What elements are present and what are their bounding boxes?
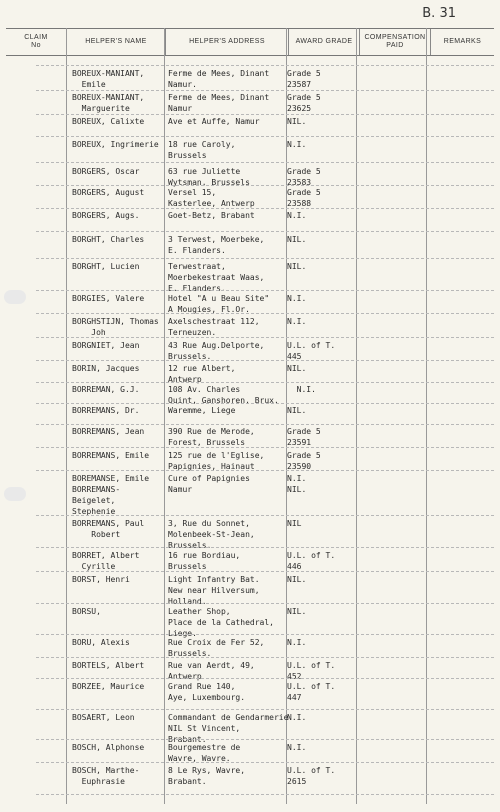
helper-address: Rue van Aerdt, 49, Antwerp <box>168 661 255 681</box>
row-divider <box>36 382 494 383</box>
row-divider <box>36 470 494 471</box>
award-grade: NIL. <box>287 485 307 494</box>
award-grade: U.L. of T. 2615 <box>287 766 336 786</box>
helper-address: 63 rue Juliette Wytsman, Brussels <box>168 167 250 187</box>
helper-name: BORGNIET, Jean <box>72 341 140 350</box>
helper-name: BOREUX, Ingrimerie <box>72 140 159 149</box>
helper-address: 16 rue Bordiau, Brussels <box>168 551 241 571</box>
helper-name: BORREMANS, Emile <box>72 451 150 460</box>
award-grade: NIL <box>287 519 302 528</box>
header-helpers-address: HELPER'S ADDRESS <box>165 29 288 55</box>
award-grade: N.I. <box>287 317 307 326</box>
row-divider <box>36 424 494 425</box>
header-helpers-name: HELPER'S NAME <box>66 29 165 55</box>
document-code: B. 31 <box>422 6 456 21</box>
award-grade: N.I. <box>287 743 307 752</box>
helper-address: Hotel "A u Beau Site" A Mougies, Fl.Or. <box>168 294 270 314</box>
award-grade: Grade 5 23587 <box>287 69 321 89</box>
helper-address: 125 rue de l'Eglise, Papignies, Hainaut <box>168 451 265 471</box>
row-divider <box>36 208 494 209</box>
row-divider <box>36 515 494 516</box>
header-claim-no: CLAIM No <box>24 34 48 49</box>
helper-name: BOSCH, Marthe- Euphrasie <box>72 766 140 786</box>
award-grade: U.L. of T. 446 <box>287 551 336 571</box>
helper-name: BORGIES, Valere <box>72 294 145 303</box>
award-grade: N.I. <box>287 211 307 220</box>
helper-name: BORREMANS, Jean <box>72 427 145 436</box>
helper-name: BOREMANSE, Emile <box>72 474 150 483</box>
row-divider <box>36 547 494 548</box>
award-grade: NIL. <box>287 235 307 244</box>
helper-address: 3, Rue du Sonnet, Molenbeek-St-Jean, Brussels. <box>168 519 255 550</box>
award-grade: N.I. <box>287 294 307 303</box>
row-divider <box>36 231 494 232</box>
helper-address: Light Infantry Bat. New near Hilversum, Holland. <box>168 575 260 606</box>
helper-address: 12 rue Albert, Antwerp <box>168 364 236 384</box>
helper-name: BORRET, Albert Cyrille <box>72 551 140 571</box>
row-divider <box>36 657 494 658</box>
helper-name: BORGERS, Augs. <box>72 211 140 220</box>
award-grade: NIL. <box>287 607 307 616</box>
helper-name: BORGERS, August <box>72 188 145 197</box>
award-grade: N.I. <box>287 474 307 483</box>
award-grade: Grade 5 23588 <box>287 188 321 208</box>
helper-address: Goet-Betz, Brabant <box>168 211 255 220</box>
helper-name: BORGHT, Charles <box>72 235 145 244</box>
row-divider <box>36 114 494 115</box>
award-grade: N.I. <box>287 385 316 394</box>
table-header <box>6 28 494 56</box>
award-grade: NIL. <box>287 117 307 126</box>
award-grade: NIL. <box>287 364 307 373</box>
helper-address: Ave et Auffe, Namur <box>168 117 260 126</box>
helper-name: BORREMANS, Dr. <box>72 406 140 415</box>
helper-name: BORTELS, Albert <box>72 661 145 670</box>
award-grade: NIL. <box>287 262 307 271</box>
helper-address: Versel 15, Kasterlee, Antwerp <box>168 188 255 208</box>
helper-address: 3 Terwest, Moerbeke, E. Flanders. <box>168 235 265 255</box>
helper-name: BOREUX-MANIANT, Marguerite <box>72 93 145 113</box>
award-grade: N.I. <box>287 713 307 722</box>
row-divider <box>36 762 494 763</box>
award-grade: N.I. <box>287 140 307 149</box>
row-divider <box>36 360 494 361</box>
row-divider <box>36 90 494 91</box>
helper-name: BORSU, <box>72 607 101 616</box>
helper-name: BORREMAN, G.J. <box>72 385 140 394</box>
row-divider <box>36 447 494 448</box>
helper-address: 108 Av. Charles Quint, Ganshoren, Brux. <box>168 385 279 405</box>
row-divider <box>36 709 494 710</box>
helper-name: BORST, Henri <box>72 575 130 584</box>
helper-address: Leather Shop, Place de la Cathedral, Liege. <box>168 607 274 638</box>
header-compensation-paid: COMPENSATION PAID <box>359 29 430 55</box>
helper-address: Cure of Papignies <box>168 474 250 483</box>
helper-address: Commandant de Gendarmerie NIL St Vincent, Brabant. <box>168 713 289 744</box>
row-divider <box>36 603 494 604</box>
helper-address: Waremme, Liege <box>168 406 236 415</box>
header-award-grade: AWARD GRADE <box>288 29 359 55</box>
row-divider <box>36 678 494 679</box>
row-divider <box>36 403 494 404</box>
award-grade: Grade 5 23583 <box>287 167 321 187</box>
award-grade: Grade 5 23591 <box>287 427 321 447</box>
helper-address: 390 Rue de Merode, Forest, Brussels <box>168 427 255 447</box>
row-divider <box>36 794 494 795</box>
row-divider <box>36 571 494 572</box>
row-divider <box>36 185 494 186</box>
helper-address: Grand Rue 140, Aye, Luxembourg. <box>168 682 246 702</box>
row-divider <box>36 136 494 137</box>
row-divider <box>36 739 494 740</box>
table-body <box>0 54 500 812</box>
helper-address: 18 rue Caroly, Brussels <box>168 140 236 160</box>
award-grade: NIL. <box>287 575 307 584</box>
helper-name: BORGHSTIJN, Thomas Joh <box>72 317 159 337</box>
helper-name: BORU, Alexis <box>72 638 130 647</box>
award-grade: U.L. of T. 445 <box>287 341 336 361</box>
helper-name: BORREMANS- Beigelet, Stephenie <box>72 485 121 516</box>
award-grade: N.I. <box>287 638 307 647</box>
helper-address: Ferme de Mees, Dinant Namur <box>168 93 270 113</box>
helper-name: BORREMANS, Paul Robert <box>72 519 145 539</box>
row-divider <box>36 634 494 635</box>
row-divider <box>36 258 494 259</box>
row-divider <box>36 162 494 163</box>
helper-address: Ferme de Mees, Dinant Namur. <box>168 69 270 89</box>
helper-address: Terwestraat, Moerbekestraat Waas, E. Flanders. <box>168 262 265 293</box>
helper-name: BORGERS, Oscar <box>72 167 140 176</box>
award-grade: Grade 5 23590 <box>287 451 321 471</box>
helper-name: BORGHT, Lucien <box>72 262 140 271</box>
helper-name: BORIN, Jacques <box>72 364 140 373</box>
row-divider <box>36 290 494 291</box>
helper-address: 43 Rue Aug.Delporte, Brussels. <box>168 341 265 361</box>
award-grade: U.L. of T. 447 <box>287 682 336 702</box>
helper-name: BOSCH, Alphonse <box>72 743 145 752</box>
helper-address: Rue Croix de Fer 52, Brussels. <box>168 638 265 658</box>
helper-name: BOSAERT, Leon <box>72 713 135 722</box>
helper-address: Axelschestraat 112, Terneuzen. <box>168 317 260 337</box>
row-divider <box>36 337 494 338</box>
helper-name: BORZEE, Maurice <box>72 682 145 691</box>
helper-name: BOREUX-MANIANT, Emile <box>72 69 145 89</box>
award-grade: NIL. <box>287 406 307 415</box>
award-grade: U.L. of T. 452 <box>287 661 336 681</box>
helper-address: Bourgemestre de Wavre, Wavre. <box>168 743 241 763</box>
helper-name: BOREUX, Calixte <box>72 117 145 126</box>
helper-address: 8 Le Rys, Wavre, Brabant. <box>168 766 246 786</box>
helper-address: Namur <box>168 485 193 494</box>
header-remarks: REMARKS <box>430 29 494 55</box>
row-divider <box>36 65 494 66</box>
award-grade: Grade 5 23625 <box>287 93 321 113</box>
row-divider <box>36 313 494 314</box>
